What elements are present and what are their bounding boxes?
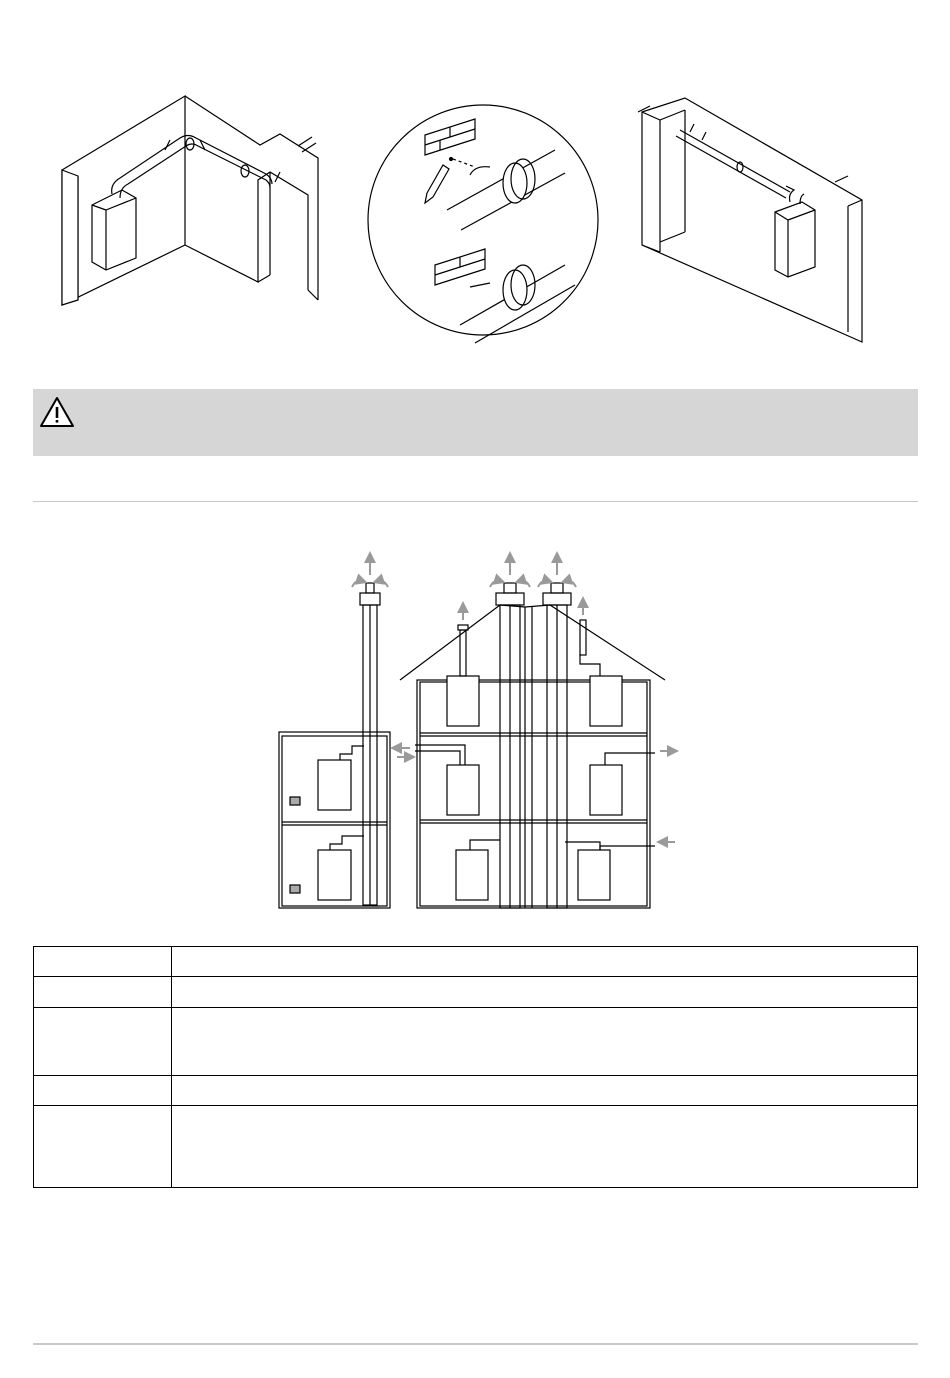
footer-divider <box>33 1343 918 1345</box>
table-cell-label <box>34 1076 172 1106</box>
table-row <box>34 1076 918 1106</box>
table-row <box>34 1008 918 1076</box>
table-cell-label <box>34 947 172 977</box>
table-cell-text <box>172 977 918 1008</box>
building-flue-figure <box>270 545 690 915</box>
table-cell-label <box>34 1106 172 1188</box>
warning-icon <box>37 394 77 430</box>
table-row <box>34 947 918 977</box>
info-table <box>33 946 918 1188</box>
flue-clamp-detail-figure <box>365 95 605 345</box>
table-cell-text <box>172 1106 918 1188</box>
corner-wall-figure <box>50 90 340 315</box>
table-cell-text <box>172 1008 918 1076</box>
warning-box <box>33 389 918 456</box>
table-cell-text <box>172 947 918 977</box>
table-row <box>34 1106 918 1188</box>
rear-wall-figure <box>630 92 870 347</box>
table-cell-text <box>172 1076 918 1106</box>
table-row <box>34 977 918 1008</box>
table-cell-label <box>34 1008 172 1076</box>
section-divider <box>33 501 918 502</box>
table-cell-label <box>34 977 172 1008</box>
